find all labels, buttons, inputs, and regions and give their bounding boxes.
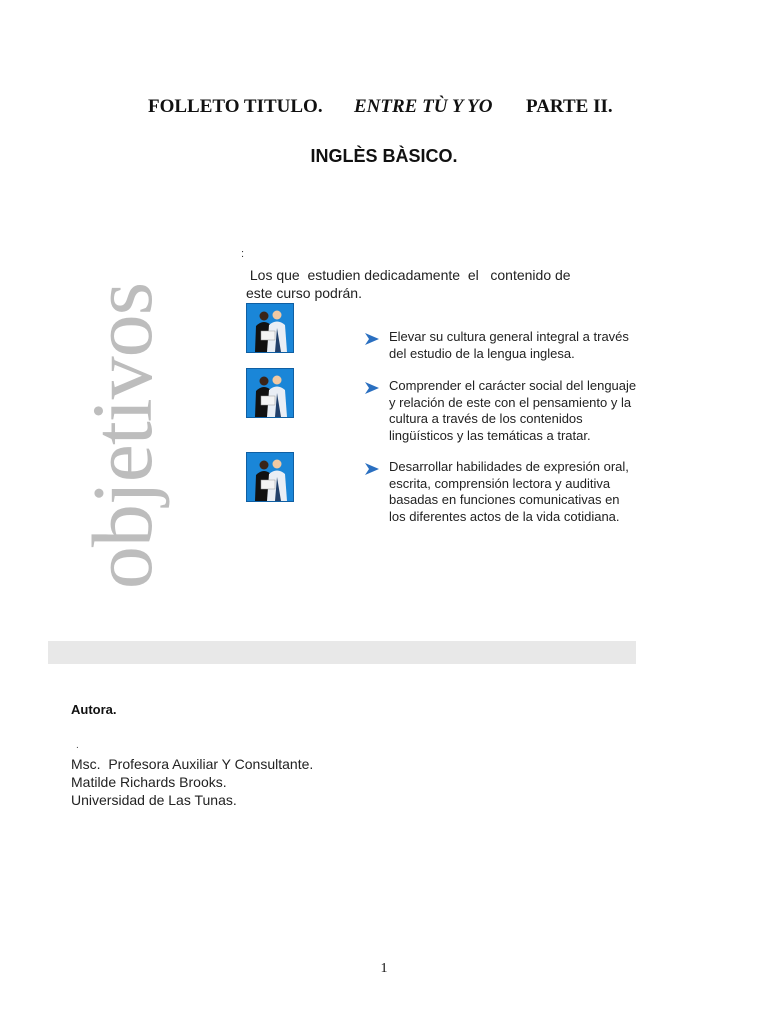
objectives-intro: [246, 266, 626, 302]
objective-item-3: [389, 459, 659, 525]
arrow-bullet-icon: [365, 462, 379, 474]
intro-line-1: Los que estudien dedicadamente el contenido de: [246, 267, 571, 283]
objective-line: cultura a través de los contenidos: [389, 411, 583, 426]
author-line: Msc. Profesora Auxiliar Y Consultante.: [71, 756, 314, 772]
two-people-reading-photo: [246, 303, 294, 353]
author-heading: Autora.: [71, 702, 117, 717]
vertical-heading: [74, 250, 171, 622]
two-people-reading-photo: [246, 368, 294, 418]
dot-marker: .: [76, 740, 79, 751]
objective-line: escrita, comprensión lectora y auditiva: [389, 475, 611, 491]
objective-line: Comprender el carácter social del lenguaje: [389, 378, 637, 393]
objective-line: Desarrollar habilidades de expresión oral,: [389, 459, 629, 474]
objective-item-2: [389, 378, 659, 444]
arrow-bullet-icon: [365, 332, 379, 344]
objective-line: y relación de este con el pensamiento y la: [389, 394, 632, 410]
divider-band: [48, 641, 636, 664]
objective-line: basadas en funciones comunicativas en: [389, 492, 620, 507]
objective-line: Elevar su cultura general integral a través: [389, 329, 629, 344]
title-main: FOLLETO TITULO.: [148, 96, 323, 117]
objective-line: los diferentes actos de la vida cotidiana.: [389, 508, 620, 524]
author-line: Matilde Richards Brooks.: [71, 774, 227, 790]
people-photo-icon: [247, 369, 293, 417]
people-photo-icon: [247, 453, 293, 501]
intro-line-2: este curso podrán.: [246, 285, 362, 301]
objective-line: lingüísticos y las temáticas a tratar.: [389, 427, 591, 443]
page-number: 1: [380, 961, 388, 976]
title-italic: ENTRE TÙ Y YO: [354, 96, 493, 117]
arrow-bullet-icon: [365, 381, 379, 393]
people-photo-icon: [247, 304, 293, 352]
title-part: PARTE II.: [526, 96, 613, 117]
two-people-reading-photo: [246, 452, 294, 502]
colon-marker: :: [241, 248, 245, 260]
objective-line: del estudio de la lengua inglesa.: [389, 345, 575, 361]
document-subtitle: INGLÈS BÀSICO.: [310, 146, 458, 166]
vertical-word: objetivos: [74, 282, 171, 590]
objective-item-1: [389, 329, 659, 362]
author-line: Universidad de Las Tunas.: [71, 792, 237, 808]
author-details: [71, 755, 313, 809]
document-title: [0, 96, 768, 124]
